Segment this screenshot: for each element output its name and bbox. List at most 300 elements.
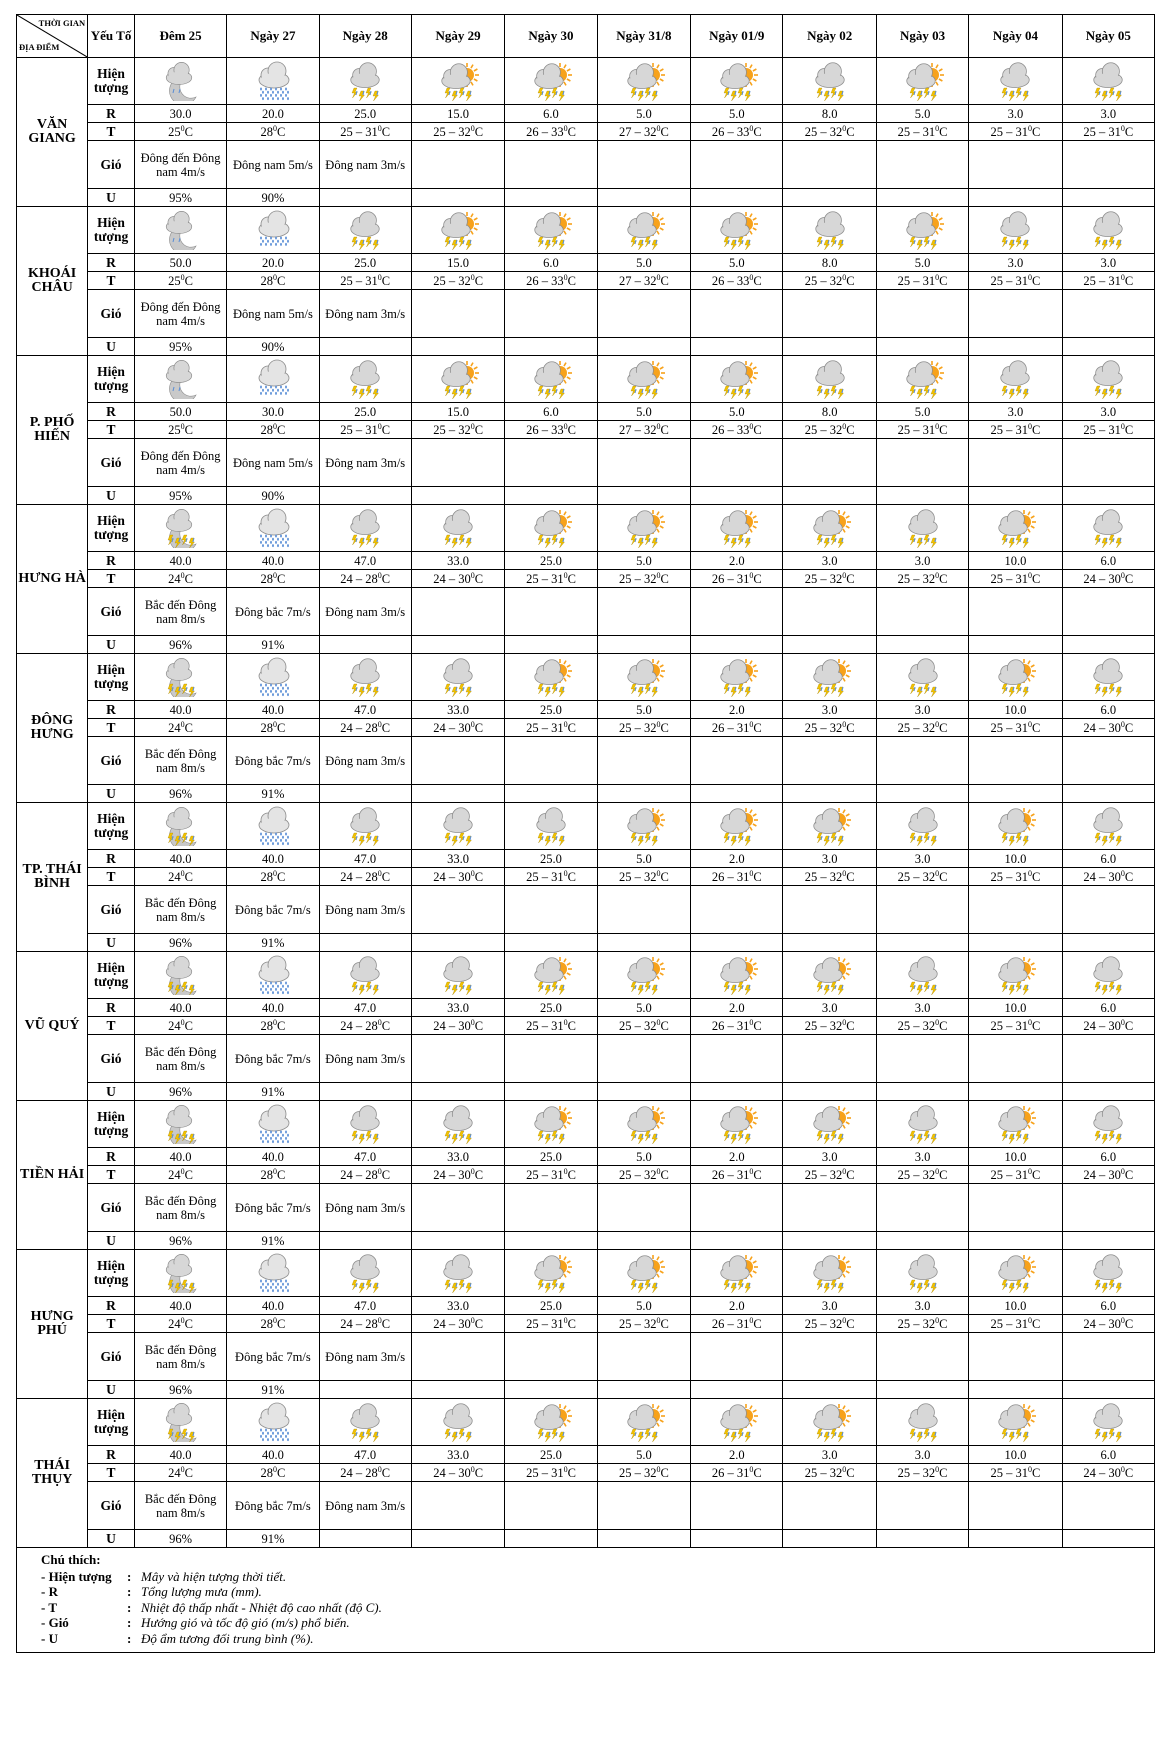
degree-sign: 0 bbox=[377, 421, 382, 431]
temperature-range: 25 – 32 bbox=[618, 571, 657, 586]
thunderstorm-cloud-icon bbox=[412, 1253, 504, 1293]
humidity-row bbox=[17, 1232, 1155, 1250]
humidity-label: U bbox=[88, 1083, 135, 1101]
empty-cell bbox=[597, 588, 690, 636]
sun-thunderstorm-icon bbox=[505, 1402, 596, 1442]
temperature-unit: C bbox=[1031, 273, 1041, 288]
weather-icon-cell bbox=[783, 654, 876, 701]
temperature-value bbox=[227, 1464, 319, 1482]
weather-icon-cell bbox=[969, 952, 1062, 999]
temperature-unit: C bbox=[567, 1316, 576, 1331]
humidity-row bbox=[17, 1083, 1155, 1101]
day-header: Ngày 28 bbox=[319, 15, 411, 58]
rainfall-value: 6.0 bbox=[505, 403, 597, 421]
temperature-range: 26 – 31 bbox=[711, 1316, 750, 1331]
rainfall-value: 2.0 bbox=[691, 1446, 783, 1464]
temperature-unit: C bbox=[1124, 273, 1134, 288]
degree-sign: 0 bbox=[1027, 1315, 1032, 1325]
temperature-unit: C bbox=[846, 422, 855, 437]
thunderstorm-cloud-icon bbox=[320, 657, 411, 697]
temperature-value bbox=[876, 719, 968, 737]
sun-thunderstorm-icon bbox=[877, 210, 968, 250]
temperature-range: 24 – 28 bbox=[340, 869, 378, 884]
temperature-range: 25 – 32 bbox=[804, 1465, 843, 1480]
empty-cell bbox=[411, 737, 504, 785]
empty-cell bbox=[505, 338, 597, 356]
temperature-range: 27 – 32 bbox=[618, 273, 657, 288]
sun-thunderstorm-icon bbox=[598, 1253, 690, 1293]
sun-thunderstorm-icon bbox=[691, 955, 782, 995]
wind-value: Đông nam 3m/s bbox=[319, 290, 411, 338]
rainfall-value: 6.0 bbox=[505, 105, 597, 123]
humidity-row bbox=[17, 189, 1155, 207]
temperature-value bbox=[876, 1166, 968, 1184]
rainfall-value: 33.0 bbox=[411, 701, 504, 719]
weather-icon-cell bbox=[319, 207, 411, 254]
thunderstorm-cloud-icon bbox=[320, 806, 411, 846]
empty-cell bbox=[319, 1530, 411, 1548]
sun-thunderstorm-icon bbox=[691, 359, 782, 399]
weather-icon-cell bbox=[411, 58, 504, 105]
wind-value: Đông nam 3m/s bbox=[319, 1184, 411, 1232]
empty-cell bbox=[783, 141, 876, 189]
rainfall-value: 15.0 bbox=[411, 403, 504, 421]
temperature-unit: C bbox=[474, 422, 484, 437]
temperature-value bbox=[227, 1315, 319, 1333]
weather-icon-cell bbox=[691, 952, 783, 999]
temperature-value bbox=[691, 570, 783, 588]
empty-cell bbox=[1062, 1232, 1154, 1250]
temperature-unit: C bbox=[660, 422, 669, 437]
temperature-unit: C bbox=[660, 571, 669, 586]
empty-cell bbox=[876, 1035, 968, 1083]
empty-cell bbox=[691, 1184, 783, 1232]
temperature-label: T bbox=[88, 719, 135, 737]
empty-cell bbox=[505, 886, 597, 934]
degree-sign: 0 bbox=[180, 123, 185, 133]
temperature-value bbox=[1062, 1166, 1154, 1184]
wind-value: Đông đến Đông nam 4m/s bbox=[134, 290, 226, 338]
rainfall-value: 50.0 bbox=[134, 254, 226, 272]
rainfall-row bbox=[17, 701, 1155, 719]
temperature-value bbox=[597, 1464, 690, 1482]
legend-item bbox=[41, 1615, 1154, 1631]
temperature-unit: C bbox=[1031, 571, 1041, 586]
humidity-value: 96% bbox=[134, 785, 226, 803]
weather-icon-cell bbox=[597, 356, 690, 403]
sun-thunderstorm-icon bbox=[969, 955, 1061, 995]
thunderstorm-cloud-icon bbox=[412, 1402, 504, 1442]
temperature-row bbox=[17, 123, 1155, 141]
thunderstorm-cloud-icon bbox=[783, 359, 875, 399]
empty-cell bbox=[505, 934, 597, 952]
temperature-value bbox=[876, 1017, 968, 1035]
sun-thunderstorm-icon bbox=[969, 806, 1061, 846]
sun-thunderstorm-icon bbox=[691, 657, 782, 697]
empty-cell bbox=[411, 588, 504, 636]
degree-sign: 0 bbox=[935, 1315, 940, 1325]
temperature-unit: C bbox=[474, 1316, 484, 1331]
empty-cell bbox=[597, 290, 690, 338]
weather-icon-cell bbox=[227, 356, 319, 403]
wind-value: Đông nam 3m/s bbox=[319, 1482, 411, 1530]
weather-icon-cell bbox=[411, 207, 504, 254]
temperature-range: 28 bbox=[260, 1167, 273, 1182]
rainfall-value: 3.0 bbox=[783, 999, 876, 1017]
night-cloud-icon bbox=[135, 210, 226, 250]
degree-sign: 0 bbox=[1120, 1464, 1125, 1474]
heavy-rain-cloud-icon bbox=[227, 657, 318, 697]
weather-icon-cell bbox=[969, 1250, 1062, 1297]
empty-cell bbox=[876, 785, 968, 803]
empty-cell bbox=[876, 737, 968, 785]
empty-cell bbox=[505, 1381, 597, 1399]
temperature-value bbox=[227, 1166, 319, 1184]
empty-cell bbox=[411, 1530, 504, 1548]
weather-icon-cell bbox=[227, 1250, 319, 1297]
wind-label: Gió bbox=[88, 1035, 135, 1083]
temperature-value bbox=[1062, 272, 1154, 290]
empty-cell bbox=[783, 1035, 876, 1083]
temperature-value bbox=[969, 868, 1062, 886]
empty-cell bbox=[691, 338, 783, 356]
temperature-range: 25 – 32 bbox=[433, 273, 471, 288]
rainfall-label: R bbox=[88, 1297, 135, 1315]
temperature-value bbox=[319, 421, 411, 439]
weather-icon-cell bbox=[783, 1101, 876, 1148]
rainfall-value: 5.0 bbox=[597, 999, 690, 1017]
temperature-value bbox=[597, 1315, 690, 1333]
corner-header bbox=[17, 15, 88, 58]
empty-cell bbox=[691, 588, 783, 636]
legend-item bbox=[41, 1584, 1154, 1600]
sun-thunderstorm-icon bbox=[598, 806, 690, 846]
humidity-value: 95% bbox=[134, 487, 226, 505]
temperature-value bbox=[134, 868, 226, 886]
legend-key: - U bbox=[41, 1630, 58, 1646]
temperature-row bbox=[17, 1464, 1155, 1482]
empty-cell bbox=[319, 338, 411, 356]
empty-cell bbox=[783, 439, 876, 487]
temperature-unit: C bbox=[753, 1167, 762, 1182]
degree-sign: 0 bbox=[656, 1166, 661, 1176]
temperature-range: 25 – 32 bbox=[433, 422, 471, 437]
rainfall-value: 10.0 bbox=[969, 850, 1062, 868]
sun-thunderstorm-icon bbox=[412, 61, 504, 101]
temperature-value bbox=[505, 123, 597, 141]
empty-cell bbox=[876, 439, 968, 487]
degree-sign: 0 bbox=[1027, 1017, 1032, 1027]
sun-thunderstorm-icon bbox=[691, 1104, 782, 1144]
empty-cell bbox=[505, 487, 597, 505]
degree-sign: 0 bbox=[272, 1464, 277, 1474]
rainfall-row bbox=[17, 1148, 1155, 1166]
legend-key: - R bbox=[41, 1584, 58, 1600]
empty-cell bbox=[597, 1381, 690, 1399]
empty-cell bbox=[1062, 141, 1154, 189]
rainfall-value: 5.0 bbox=[876, 403, 968, 421]
degree-sign: 0 bbox=[1120, 1166, 1125, 1176]
temperature-value bbox=[134, 1464, 226, 1482]
wind-value: Đông nam 3m/s bbox=[319, 737, 411, 785]
temperature-value bbox=[969, 1315, 1062, 1333]
sun-thunderstorm-icon bbox=[877, 359, 968, 399]
temperature-range: 24 bbox=[168, 1167, 181, 1182]
degree-sign: 0 bbox=[272, 1166, 277, 1176]
temperature-range: 25 – 31 bbox=[990, 1018, 1028, 1033]
rainfall-value: 3.0 bbox=[969, 403, 1062, 421]
temperature-value bbox=[969, 123, 1062, 141]
temperature-unit: C bbox=[184, 124, 193, 139]
temperature-unit: C bbox=[567, 422, 576, 437]
legend-item bbox=[41, 1569, 1154, 1585]
phenomenon-label: Hiện tượng bbox=[88, 356, 135, 403]
temperature-label: T bbox=[88, 123, 135, 141]
thunderstorm-cloud-icon bbox=[877, 1104, 968, 1144]
weather-icon-cell bbox=[876, 1399, 968, 1446]
rainfall-value: 3.0 bbox=[876, 552, 968, 570]
temperature-unit: C bbox=[1031, 1316, 1041, 1331]
degree-sign: 0 bbox=[656, 719, 661, 729]
temperature-unit: C bbox=[660, 1018, 669, 1033]
temperature-unit: C bbox=[753, 124, 762, 139]
degree-sign: 0 bbox=[935, 272, 940, 282]
sun-thunderstorm-icon bbox=[691, 1253, 782, 1293]
empty-cell bbox=[876, 636, 968, 654]
sun-thunderstorm-icon bbox=[691, 1402, 782, 1442]
temperature-unit: C bbox=[276, 124, 286, 139]
degree-sign: 0 bbox=[563, 868, 568, 878]
degree-sign: 0 bbox=[272, 719, 277, 729]
empty-cell bbox=[783, 886, 876, 934]
legend-description: Hướng gió và tốc độ gió (m/s) phổ biến. bbox=[141, 1615, 350, 1631]
temperature-value bbox=[319, 1166, 411, 1184]
rainfall-value: 3.0 bbox=[876, 850, 968, 868]
degree-sign: 0 bbox=[842, 1315, 847, 1325]
temperature-unit: C bbox=[381, 1018, 391, 1033]
degree-sign: 0 bbox=[1027, 421, 1032, 431]
rainfall-value: 40.0 bbox=[134, 552, 226, 570]
thunderstorm-cloud-icon bbox=[877, 955, 968, 995]
empty-cell bbox=[1062, 934, 1154, 952]
empty-cell bbox=[969, 588, 1062, 636]
heavy-rain-cloud-icon bbox=[227, 1104, 318, 1144]
temperature-range: 26 – 31 bbox=[711, 1167, 750, 1182]
degree-sign: 0 bbox=[656, 1017, 661, 1027]
thunderstorm-cloud-icon bbox=[1063, 359, 1154, 399]
humidity-row bbox=[17, 785, 1155, 803]
temperature-range: 25 – 31 bbox=[1083, 422, 1121, 437]
wind-row bbox=[17, 290, 1155, 338]
temperature-value bbox=[969, 421, 1062, 439]
humidity-label: U bbox=[88, 1530, 135, 1548]
night-storm-icon bbox=[135, 955, 226, 995]
weather-icon-cell bbox=[783, 1250, 876, 1297]
weather-icon-cell bbox=[319, 654, 411, 701]
degree-sign: 0 bbox=[470, 1017, 475, 1027]
rainfall-row bbox=[17, 999, 1155, 1017]
temperature-value bbox=[876, 1315, 968, 1333]
temperature-range: 26 – 33 bbox=[711, 124, 750, 139]
rainfall-label: R bbox=[88, 1148, 135, 1166]
empty-cell bbox=[783, 785, 876, 803]
temperature-unit: C bbox=[753, 1018, 762, 1033]
day-header: Ngày 30 bbox=[505, 15, 597, 58]
wind-value: Đông bắc 7m/s bbox=[227, 1184, 319, 1232]
degree-sign: 0 bbox=[1120, 868, 1125, 878]
rainfall-value: 20.0 bbox=[227, 105, 319, 123]
degree-sign: 0 bbox=[563, 272, 568, 282]
temperature-unit: C bbox=[276, 1167, 286, 1182]
temperature-range: 24 bbox=[168, 1316, 181, 1331]
temperature-value bbox=[783, 719, 876, 737]
temperature-value bbox=[783, 1315, 876, 1333]
day-header: Đêm 25 bbox=[134, 15, 226, 58]
temperature-value bbox=[134, 421, 226, 439]
rainfall-value: 2.0 bbox=[691, 999, 783, 1017]
humidity-value: 96% bbox=[134, 1381, 226, 1399]
temperature-row bbox=[17, 719, 1155, 737]
temperature-range: 25 – 31 bbox=[990, 869, 1028, 884]
temperature-range: 24 – 28 bbox=[340, 571, 378, 586]
empty-cell bbox=[1062, 588, 1154, 636]
temperature-range: 26 – 33 bbox=[526, 422, 564, 437]
empty-cell bbox=[783, 1381, 876, 1399]
degree-sign: 0 bbox=[1120, 123, 1125, 133]
wind-label: Gió bbox=[88, 1482, 135, 1530]
thunderstorm-cloud-icon bbox=[412, 955, 504, 995]
temperature-value bbox=[1062, 868, 1154, 886]
sun-thunderstorm-icon bbox=[783, 1253, 875, 1293]
wind-value: Bắc đến Đông nam 8m/s bbox=[134, 1482, 226, 1530]
temperature-unit: C bbox=[753, 273, 762, 288]
temperature-value bbox=[597, 421, 690, 439]
temperature-unit: C bbox=[184, 1465, 193, 1480]
empty-cell bbox=[691, 886, 783, 934]
sun-thunderstorm-icon bbox=[505, 61, 596, 101]
sun-thunderstorm-icon bbox=[691, 61, 782, 101]
weather-icon-cell bbox=[597, 654, 690, 701]
temperature-unit: C bbox=[846, 571, 855, 586]
empty-cell bbox=[691, 439, 783, 487]
temperature-unit: C bbox=[567, 1167, 576, 1182]
empty-cell bbox=[505, 141, 597, 189]
weather-icon-cell bbox=[969, 58, 1062, 105]
empty-cell bbox=[597, 636, 690, 654]
temperature-unit: C bbox=[474, 869, 484, 884]
rainfall-value: 5.0 bbox=[597, 701, 690, 719]
degree-sign: 0 bbox=[272, 1017, 277, 1027]
temperature-range: 25 – 32 bbox=[897, 869, 936, 884]
temperature-range: 24 – 28 bbox=[340, 1018, 378, 1033]
temperature-value bbox=[597, 1166, 690, 1184]
empty-cell bbox=[876, 886, 968, 934]
weather-icon-cell bbox=[969, 207, 1062, 254]
temperature-unit: C bbox=[753, 1316, 762, 1331]
location-name: HƯNG PHÚ bbox=[17, 1250, 88, 1399]
temperature-range: 24 – 30 bbox=[1083, 1167, 1121, 1182]
weather-icon-cell bbox=[969, 505, 1062, 552]
temperature-unit: C bbox=[474, 720, 484, 735]
temperature-value bbox=[969, 1166, 1062, 1184]
temperature-label: T bbox=[88, 1315, 135, 1333]
weather-icon-cell bbox=[227, 654, 319, 701]
wind-row bbox=[17, 1482, 1155, 1530]
temperature-value bbox=[319, 272, 411, 290]
sun-thunderstorm-icon bbox=[598, 1104, 690, 1144]
temperature-unit: C bbox=[1124, 571, 1134, 586]
weather-icon-cell bbox=[969, 1399, 1062, 1446]
weather-icon-cell bbox=[319, 505, 411, 552]
temperature-value bbox=[134, 123, 226, 141]
temperature-value bbox=[783, 868, 876, 886]
temperature-range: 24 – 30 bbox=[433, 1018, 471, 1033]
temperature-range: 24 – 30 bbox=[433, 1465, 471, 1480]
element-column-header: Yếu Tố bbox=[88, 15, 135, 58]
weather-icon-cell bbox=[1062, 1399, 1154, 1446]
thunderstorm-cloud-icon bbox=[320, 61, 411, 101]
empty-cell bbox=[969, 1184, 1062, 1232]
temperature-unit: C bbox=[1031, 869, 1041, 884]
phenomenon-row bbox=[17, 952, 1155, 999]
degree-sign: 0 bbox=[470, 123, 475, 133]
thunderstorm-cloud-icon bbox=[1063, 1104, 1154, 1144]
rainfall-value: 6.0 bbox=[505, 254, 597, 272]
weather-icon-cell bbox=[691, 803, 783, 850]
rainfall-value: 8.0 bbox=[783, 254, 876, 272]
weather-icon-cell bbox=[411, 1101, 504, 1148]
temperature-range: 25 – 31 bbox=[526, 1465, 564, 1480]
temperature-range: 25 – 31 bbox=[990, 422, 1028, 437]
degree-sign: 0 bbox=[1120, 421, 1125, 431]
degree-sign: 0 bbox=[470, 719, 475, 729]
temperature-unit: C bbox=[276, 869, 286, 884]
temperature-unit: C bbox=[381, 1465, 391, 1480]
empty-cell bbox=[783, 636, 876, 654]
empty-cell bbox=[319, 1232, 411, 1250]
degree-sign: 0 bbox=[935, 1166, 940, 1176]
temperature-value bbox=[319, 719, 411, 737]
degree-sign: 0 bbox=[842, 1464, 847, 1474]
rainfall-value: 5.0 bbox=[876, 254, 968, 272]
humidity-row bbox=[17, 1381, 1155, 1399]
humidity-value: 91% bbox=[227, 1083, 319, 1101]
rainfall-value: 33.0 bbox=[411, 552, 504, 570]
temperature-row bbox=[17, 272, 1155, 290]
location-name: VŨ QUÝ bbox=[17, 952, 88, 1101]
temperature-unit: C bbox=[276, 571, 286, 586]
rainfall-value: 2.0 bbox=[691, 552, 783, 570]
legend bbox=[16, 1548, 1155, 1653]
degree-sign: 0 bbox=[377, 1017, 382, 1027]
thunderstorm-cloud-icon bbox=[877, 1402, 968, 1442]
phenomenon-row bbox=[17, 58, 1155, 105]
weather-icon-cell bbox=[319, 1101, 411, 1148]
sun-thunderstorm-icon bbox=[969, 1402, 1061, 1442]
temperature-value bbox=[505, 421, 597, 439]
legend-colon: : bbox=[127, 1568, 132, 1584]
temperature-value bbox=[783, 1017, 876, 1035]
temperature-unit: C bbox=[1124, 720, 1134, 735]
rainfall-value: 3.0 bbox=[876, 1297, 968, 1315]
weather-icon-cell bbox=[319, 952, 411, 999]
degree-sign: 0 bbox=[180, 1017, 185, 1027]
temperature-range: 25 – 31 bbox=[1083, 124, 1121, 139]
degree-sign: 0 bbox=[749, 1464, 754, 1474]
legend-key: - Gió bbox=[41, 1615, 69, 1631]
humidity-row bbox=[17, 934, 1155, 952]
humidity-value: 96% bbox=[134, 636, 226, 654]
